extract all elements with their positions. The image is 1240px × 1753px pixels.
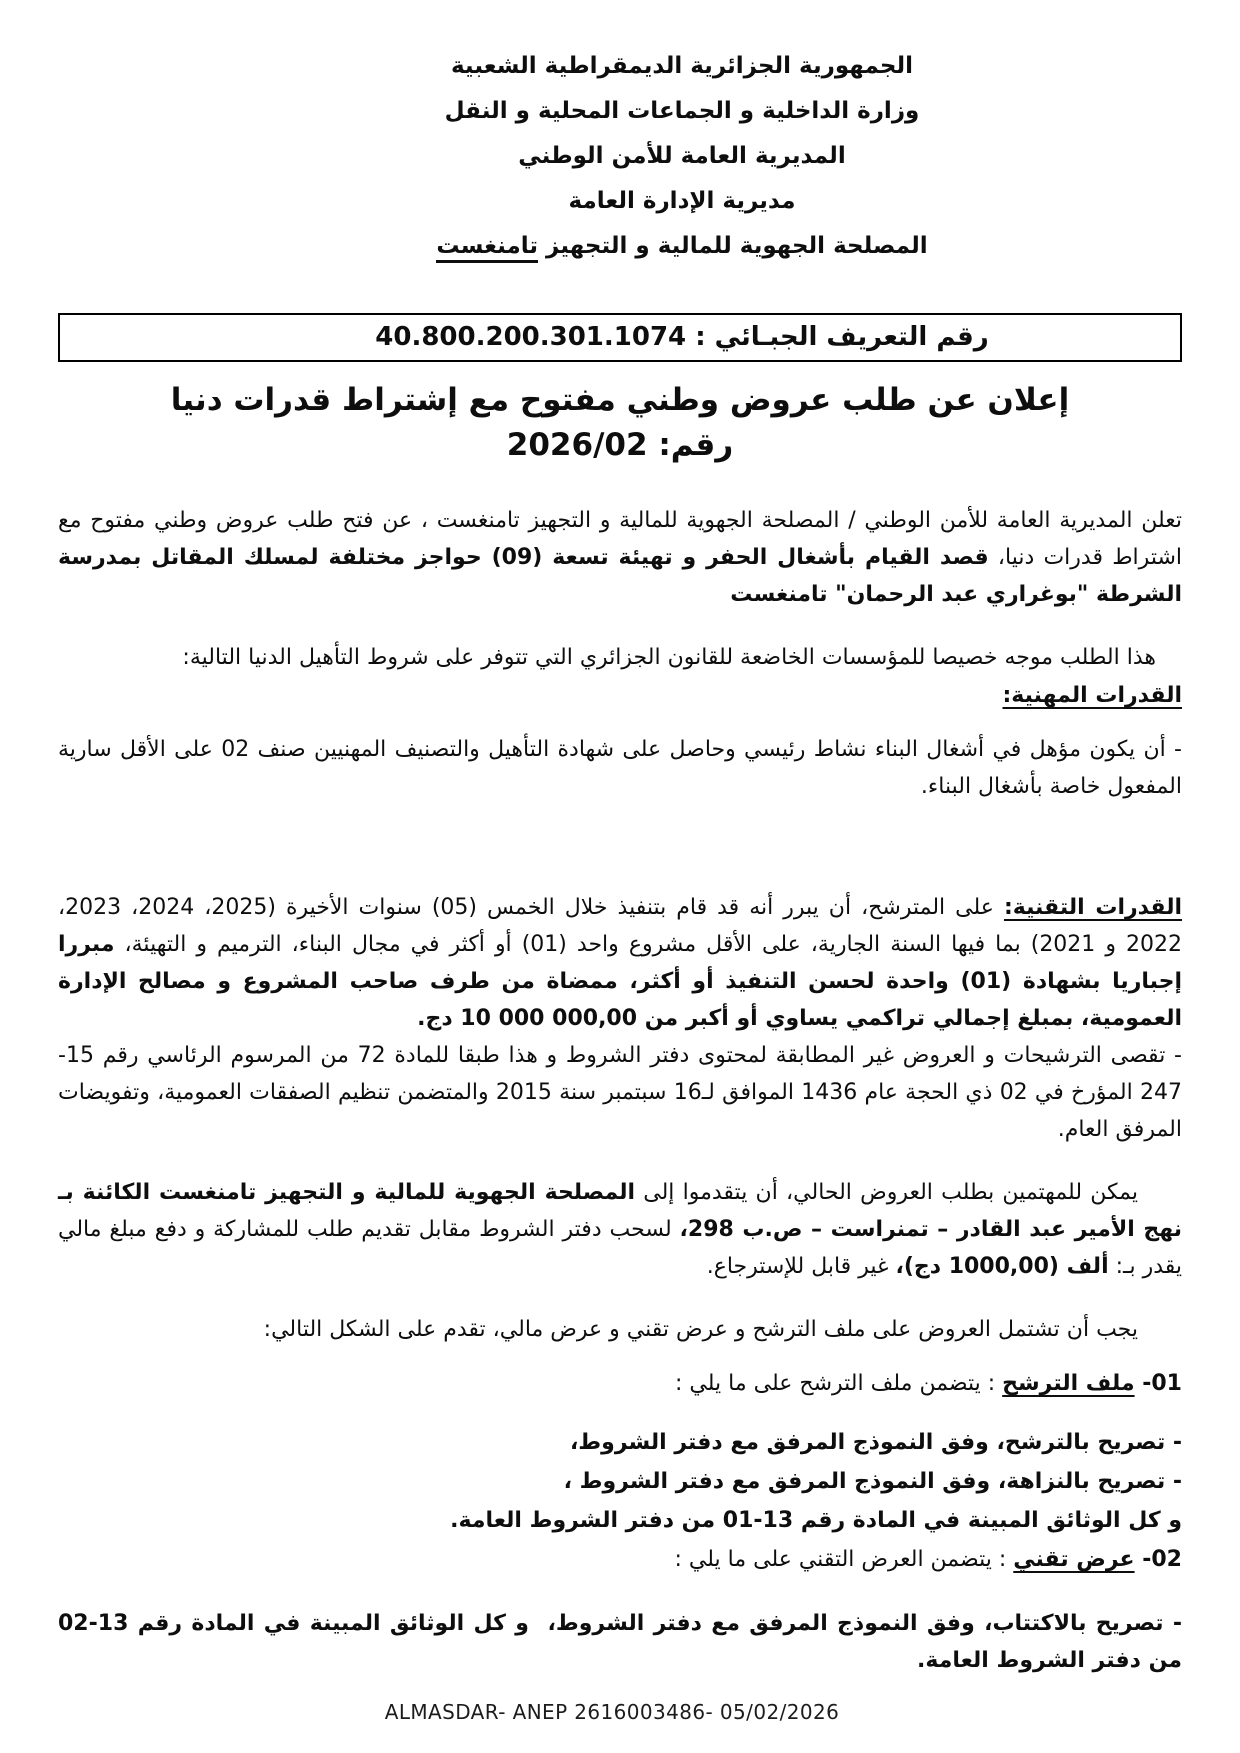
technical-offer-body: - تصريح بالاكتتاب، وفق النموذج المرفق مع دفتر الشروط، و كل الوثائق المبينة في المادة رقم 13-02 من دفتر الشروط العامة. (58, 1611, 1182, 1673)
section-technical-offer-number: 02- (1134, 1547, 1182, 1572)
withdrawal-part1: يمكن للمهتمين بطلب العروض الحالي، أن يتقدموا إلى (635, 1180, 1138, 1205)
section-technical-offer-heading (58, 1540, 1182, 1579)
technical-capacities-heading: القدرات التقنية: (1003, 895, 1182, 920)
announcement-title-line1: إعلان عن طلب عروض وطني مفتوح مع إشتراط قدرات دنيا (170, 382, 1070, 418)
ministry-line: وزارة الداخلية و الجماعات المحلية و النقل (444, 98, 920, 124)
tax-id-line (375, 321, 988, 353)
tax-id-label: رقم التعريف الجبـائي : (686, 322, 989, 352)
candidacy-bullet-declaration: - تصريح بالترشح، وفق النموذج المرفق مع دفتر الشروط، (569, 1430, 1182, 1455)
general-administration-line: مديرية الإدارة العامة (568, 188, 796, 214)
section-technical-offer-title: عرض تقني (1013, 1547, 1135, 1572)
technical-capacities-bold: مبررا إجباريا بشهادة (01) واحدة لحسن التنفيذ أو أكثر، ممضاة من طرف صاحب المشروع و مصالح الإدارة العمومية، بمبلغ إجمالي تراكمي يساوي أو أكبر من 10 000 000,00 دج. (58, 932, 1182, 1031)
section-candidacy-heading (58, 1364, 1182, 1403)
withdrawal-part3: لسحب دفتر الشروط مقابل تقديم طلب للمشاركة و دفع مبلغ مالي يقدر بـ: (58, 1217, 1182, 1279)
tax-id-value: 40.800.200.301.1074 (375, 322, 687, 352)
section-candidacy-number: 01- (1134, 1371, 1182, 1396)
professional-capacities-heading: القدرات المهنية: (1002, 683, 1182, 708)
regional-service-text: المصلحة الجهوية للمالية و التجهيز (538, 233, 928, 259)
withdrawal-fee-bold: ألف (1000,00 دج)، (895, 1254, 1109, 1279)
technical-capacities-paragraph (58, 889, 1182, 1037)
candidacy-bullet-list (58, 1423, 1182, 1540)
intro-paragraph (58, 502, 1182, 613)
technical-capacities-regular: على المترشح، أن يبرر أنه قد قام بتنفيذ خلال الخمس (05) سنوات الأخيرة (2025، 2024، 2023، 2022 و 2021) بما فيها السنة الجارية، على الأقل مشروع واحد (01) أو أكثر في مجال البناء، الترميم و التهيئة، (58, 895, 1183, 957)
republic-line: الجمهورية الجزائرية الديمقراطية الشعبية (450, 53, 914, 79)
withdrawal-paragraph (58, 1174, 1182, 1285)
tax-id-box (58, 313, 1182, 362)
intro-works-description-bold: قصد القيام بأشغال الحفر و تهيئة تسعة (09) حواجز مختلفة لمسلك المقاتل بمدرسة الشرطة "بوغراري عبد الرحمان" تامنغست (58, 545, 1182, 607)
national-security-directorate-line: المديرية العامة للأمن الوطني (518, 143, 846, 169)
city-name-underlined: تامنغست (436, 233, 538, 263)
section-technical-offer-suffix: : يتضمن العرض التقني على ما يلي : (674, 1547, 1014, 1572)
offers-intro: يجب أن تشتمل العروض على ملف الترشح و عرض تقني و عرض مالي، تقدم على الشكل التالي: (263, 1317, 1138, 1342)
intro-regular-text: تعلن المديرية العامة للأمن الوطني / المصلحة الجهوية للمالية و التجهيز تامنغست ، عن فتح طلب عروض وطني مفتوح مع اشتراط قدرات دنيا، (58, 508, 1182, 570)
candidacy-bullet-integrity: - تصريح بالنزاهة، وفق النموذج المرفق مع دفتر الشروط ، (563, 1469, 1182, 1494)
rejection-clause: - تقصى الترشيحات و العروض غير المطابقة لمحتوى دفتر الشروط و هذا طبقا للمادة 72 من المرسوم الرئاسي رقم 15-247 المؤرخ في 02 ذي الحجة عام 1436 الموافق لـ16 سبتمبر سنة 2015 والمتضمن تنظيم الصفقات العمومية، وتفويضات المرفق العام. (58, 1043, 1182, 1142)
candidacy-bullet-documents: و كل الوثائق المبينة في المادة رقم 13-01 من دفتر الشروط العامة. (450, 1508, 1182, 1533)
section-candidacy-suffix: : يتضمن ملف الترشح على ما يلي : (675, 1371, 1003, 1396)
withdrawal-address-bold: المصلحة الجهوية للمالية و التجهيز تامنغست الكائنة بـ نهج الأمير عبد القادر – تمنراست – ص.ب 298، (58, 1180, 1182, 1242)
announcement-number: رقم: 2026/02 (506, 427, 734, 463)
withdrawal-part5: غير قابل للإسترجاع. (706, 1254, 896, 1279)
professional-capacities-body: - أن يكون مؤهل في أشغال البناء نشاط رئيسي وحاصل على شهادة التأهيل والتصنيف المهنيين صنف 02 على الأقل سارية المفعول خاصة بأشغال البناء. (58, 737, 1182, 799)
eligibility-intro: هذا الطلب موجه خصيصا للمؤسسات الخاضعة للقانون الجزائري التي تتوفر على شروط التأهيل الدنيا التالية: (182, 645, 1156, 670)
letterhead (120, 44, 1240, 269)
announcement-title (58, 378, 1182, 468)
regional-service-line (120, 224, 1240, 269)
publication-reference: ALMASDAR- ANEP 2616003486- 05/02/2026 (384, 1700, 840, 1724)
section-candidacy-title: ملف الترشح (1002, 1371, 1135, 1396)
